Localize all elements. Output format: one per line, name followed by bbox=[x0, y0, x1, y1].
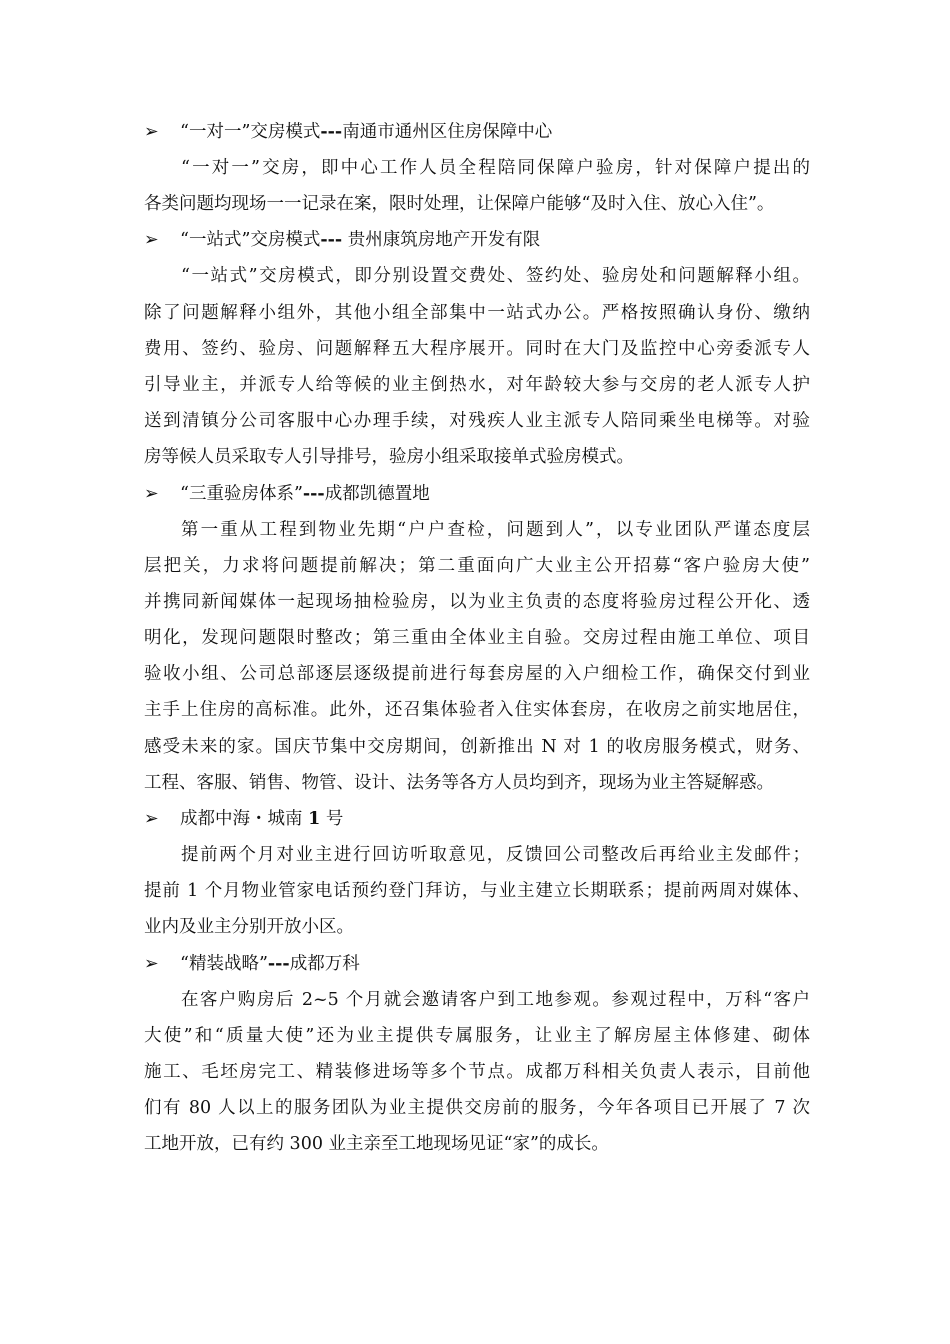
section-paragraph bbox=[144, 982, 810, 1163]
section-paragraph bbox=[144, 837, 810, 946]
paragraph-line: 费用、签约、验房、问题解释五大程序展开。同时在大门及监控中心旁委派专人 bbox=[144, 338, 810, 359]
paragraph-line: 在客户购房后 2~5 个月就会邀请客户到工地参观。参观过程中，万科“客户 bbox=[181, 989, 810, 1010]
paragraph-line: 工程、客服、销售、物管、设计、法务等各方人员均到齐，现场为业主答疑解惑。 bbox=[144, 772, 774, 793]
paragraph-line: 主手上住房的高标准。此外，还召集体验者入住实体套房，在收房之前实地居住， bbox=[144, 700, 810, 721]
paragraph-line: 引导业主，并派专人给等候的业主倒热水，对年龄较大参与交房的老人派专人护 bbox=[144, 374, 810, 395]
section-heading bbox=[144, 946, 810, 982]
section-heading-text bbox=[180, 476, 430, 512]
heading-source: 成都凯德置地 bbox=[324, 483, 430, 504]
paragraph-line: 验收小组、公司总部逐层逐级提前进行每套房屋的入户细检工作，确保交付到业 bbox=[144, 664, 810, 685]
heading-separator: 1 bbox=[308, 809, 321, 829]
paragraph-line: 感受未来的家。国庆节集中交房期间，创新推出 N 对 1 的收房服务模式，财务、 bbox=[144, 736, 810, 757]
paragraph-line: 层把关，力求将问题提前解决；第二重面向广大业主公开招募“客户验房大使” bbox=[144, 555, 810, 576]
paragraph-line: 送到清镇分公司客服中心办理手续，对残疾人业主派专人陪同乘坐电梯等。对验 bbox=[144, 411, 810, 432]
section-heading-text bbox=[180, 801, 343, 837]
heading-source: 成都万科 bbox=[289, 953, 360, 974]
document-body bbox=[144, 114, 810, 1163]
section-heading bbox=[144, 476, 810, 512]
heading-separator: --- bbox=[302, 483, 325, 504]
section-paragraph bbox=[144, 150, 810, 222]
paragraph-line: 并携同新闻媒体一起现场抽检验房，以为业主负责的态度将验房过程公开化、透 bbox=[144, 591, 810, 612]
paragraph-line: 大使”和“质量大使”还为业主提供专属服务，让业主了解房屋主体修建、砌体 bbox=[144, 1025, 810, 1046]
paragraph-line: 明化，发现问题限时整改；第三重由全体业主自验。交房过程由施工单位、项目 bbox=[144, 628, 810, 649]
section-heading-text bbox=[180, 222, 540, 258]
paragraph-line: 房等候人员采取专人引导排号，验房小组采取接单式验房模式。 bbox=[144, 447, 634, 468]
section-heading-text bbox=[180, 946, 360, 982]
paragraph-line: 业内及业主分别开放小区。 bbox=[144, 917, 354, 938]
arrow-bullet-icon: ➢ bbox=[144, 230, 159, 251]
arrow-bullet-icon: ➢ bbox=[144, 809, 159, 829]
heading-source: 贵州康筑房地产开发有限 bbox=[342, 230, 541, 251]
heading-title: 成都中海・城南 bbox=[180, 809, 309, 829]
heading-separator: --- bbox=[267, 953, 290, 974]
paragraph-line: 第一重从工程到物业先期“户户查检，问题到人”，以专业团队严谨态度层 bbox=[181, 519, 810, 540]
heading-title: “一对一”交房模式 bbox=[180, 122, 321, 142]
arrow-bullet-icon: ➢ bbox=[144, 953, 159, 974]
paragraph-line: 提前两个月对业主进行回访听取意见，反馈回公司整改后再给业主发邮件； bbox=[181, 845, 810, 865]
section-heading-text bbox=[180, 114, 552, 150]
section-heading bbox=[144, 114, 810, 150]
section-paragraph bbox=[144, 512, 810, 802]
heading-source: 号 bbox=[320, 809, 344, 829]
section-paragraph bbox=[144, 258, 810, 475]
paragraph-line: 施工、毛坯房完工、精装修进场等多个节点。成都万科相关负责人表示，目前他 bbox=[144, 1061, 810, 1082]
paragraph-line: 各类问题均现场一一记录在案，限时处理，让保障户能够“及时入住、放心入住”。 bbox=[144, 194, 775, 215]
heading-separator: --- bbox=[320, 122, 343, 142]
paragraph-line: 提前 1 个月物业管家电话预约登门拜访，与业主建立长期联系；提前两周对媒体、 bbox=[144, 881, 810, 902]
arrow-bullet-icon: ➢ bbox=[144, 122, 159, 142]
paragraph-line: “一对一”交房，即中心工作人员全程陪同保障户验房，针对保障户提出的 bbox=[181, 158, 810, 178]
heading-title: “精装战略” bbox=[180, 953, 268, 974]
section-heading bbox=[144, 222, 810, 258]
paragraph-line: 工地开放，已有约 300 业主亲至工地现场见证“家”的成长。 bbox=[144, 1134, 609, 1155]
heading-title: “三重验房体系” bbox=[180, 483, 303, 504]
heading-source: 南通市通州区住房保障中心 bbox=[342, 122, 553, 142]
section-heading bbox=[144, 801, 810, 837]
heading-separator: --- bbox=[320, 230, 343, 251]
paragraph-line: 除了问题解释小组外，其他小组全部集中一站式办公。严格按照确认身份、缴纳 bbox=[144, 302, 810, 323]
heading-title: “一站式”交房模式 bbox=[180, 230, 321, 251]
paragraph-line: 们有 80 人以上的服务团队为业主提供交房前的服务，今年各项目已开展了 7 次 bbox=[144, 1098, 810, 1119]
arrow-bullet-icon: ➢ bbox=[144, 483, 159, 504]
paragraph-line: “一站式”交房模式，即分别设置交费处、签约处、验房处和问题解释小组。 bbox=[181, 266, 810, 287]
